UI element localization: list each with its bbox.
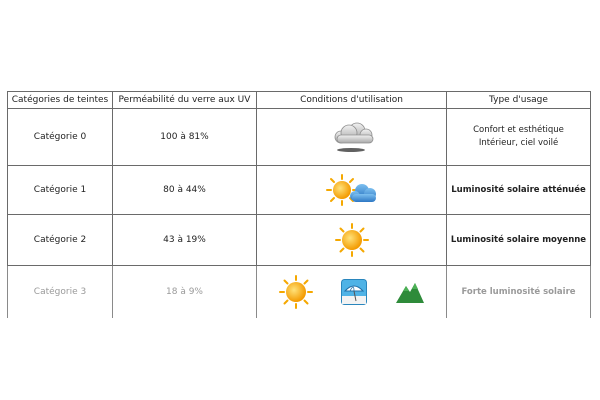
uv-category-table [7,91,591,318]
usage-cell [447,215,591,266]
sun-behind-cloud-icon [324,174,380,206]
mountain-icon [395,280,425,304]
usage-line: Intérieur, ciel voilé [478,138,559,148]
category-cell: Catégorie 3 [8,266,113,319]
sun-icon [279,275,313,309]
uv-cell: 18 à 9% [113,266,257,319]
header-uv-permeability: Perméabilité du verre aux UV [113,92,257,109]
cloud-icon [327,120,377,154]
usage-line: Confort et esthétique [473,125,564,135]
category-cell: Catégorie 1 [8,166,113,215]
category-cell: Catégorie 2 [8,215,113,266]
beach-umbrella-icon [341,279,367,305]
uv-cell: 43 à 19% [113,215,257,266]
usage-cell [447,109,591,166]
usage-line: Luminosité solaire atténuée [451,184,586,195]
uv-cell: 80 à 44% [113,166,257,215]
table-row [8,109,591,166]
usage-cell [447,266,591,319]
table-header-row [8,92,591,109]
header-usage-type: Type d'usage [447,92,591,109]
usage-line: Luminosité solaire moyenne [450,234,587,245]
table-row [8,166,591,215]
uv-cell: 100 à 81% [113,109,257,166]
category-cell: Catégorie 0 [8,109,113,166]
conditions-cell [257,109,447,166]
sun-icon [335,223,369,257]
table-row [8,215,591,266]
conditions-cell [257,166,447,215]
usage-cell [447,166,591,215]
table-row [8,266,591,319]
conditions-cell [257,266,447,319]
conditions-cell [257,215,447,266]
header-conditions: Conditions d'utilisation [257,92,447,109]
header-categories: Catégories de teintes [8,92,113,109]
usage-line: Forte luminosité solaire [461,286,576,297]
